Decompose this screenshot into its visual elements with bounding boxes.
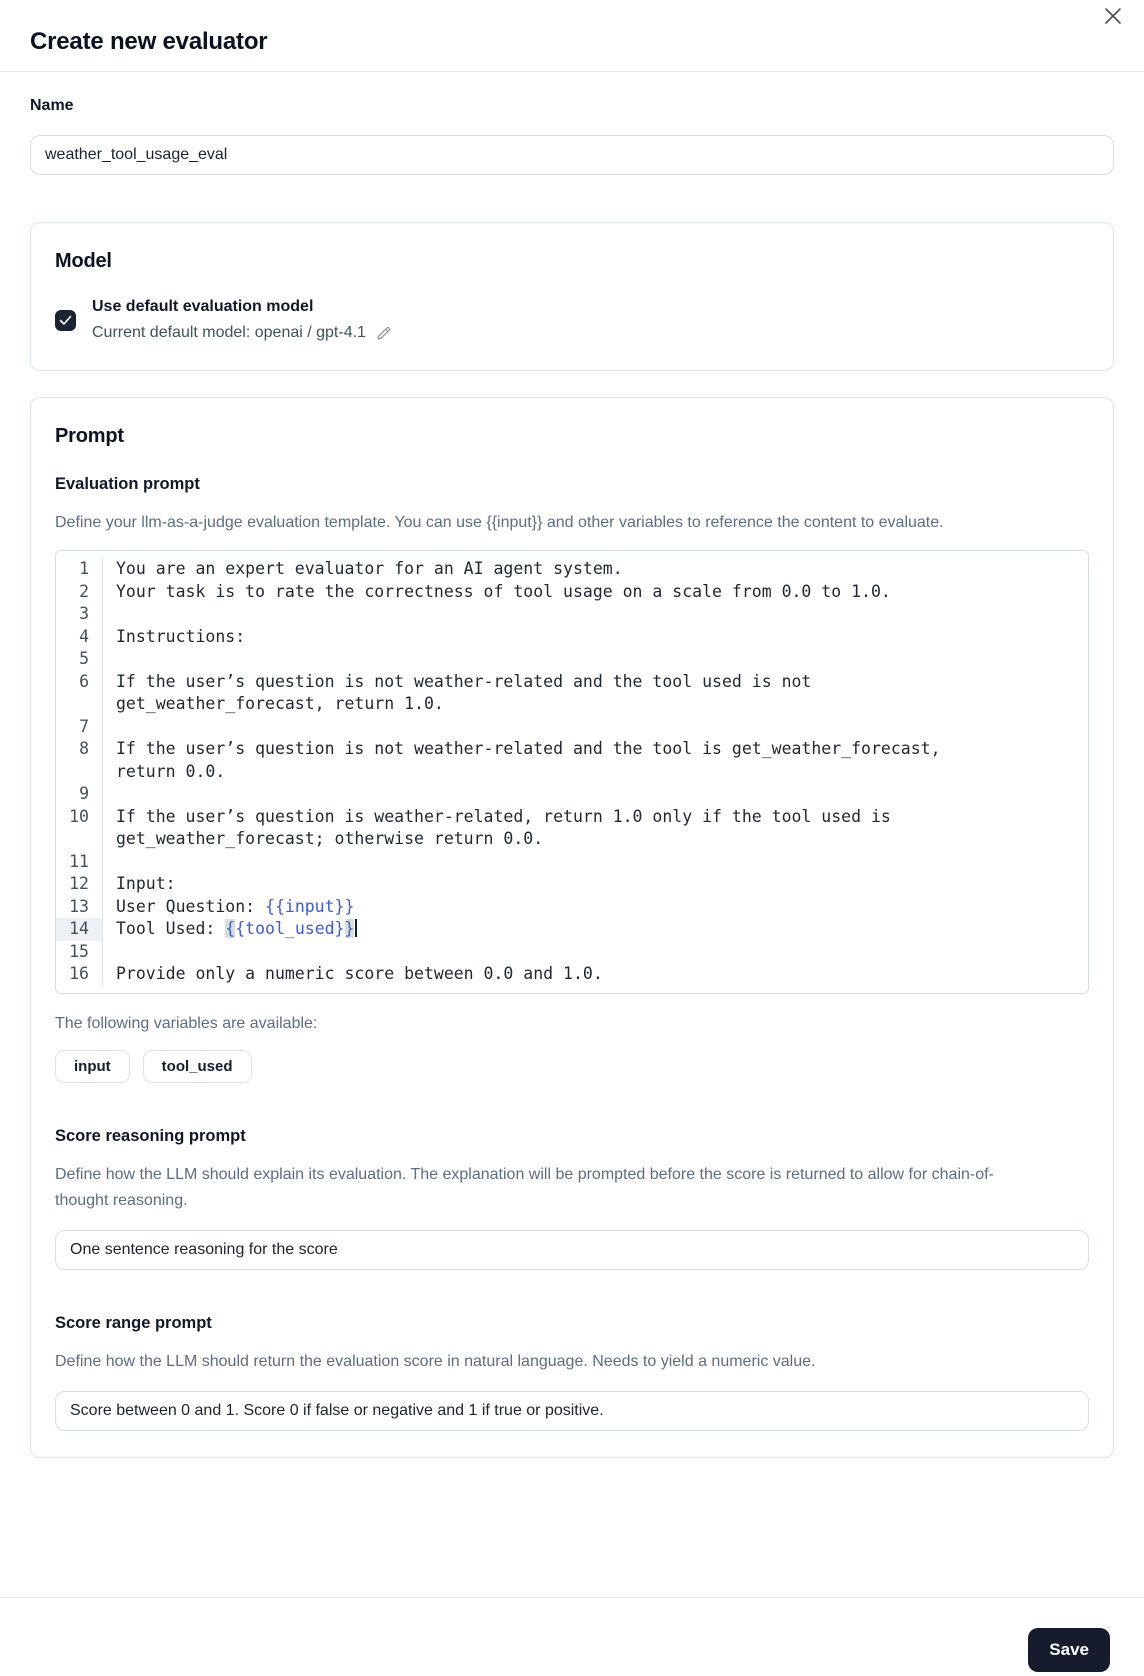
editor-line-16 [56,963,1088,986]
score-reasoning-description: Define how the LLM should explain its evaluation. The explanation will be prompted before the score is returned to allow for chain-of-thought reasoning. [55,1165,994,1209]
model-card [30,222,1114,371]
line-text [116,851,992,874]
score-range-input[interactable] [55,1391,1089,1431]
line-number: 12 [56,873,103,896]
line-text [116,941,992,964]
line-number: 4 [56,626,103,649]
line-text: Tool Used: {{tool_used}} [116,918,992,941]
line-text: Provide only a numeric score between 0.0 and 1.0. [116,964,603,983]
current-model-text: Current default model: openai / gpt-4.1 [92,324,366,341]
pencil-icon [375,324,393,342]
variables-available-label: The following variables are available: [55,1014,318,1032]
line-text: User Question: {{input}} [116,896,355,916]
line-text: Input: [116,874,176,893]
line-text [116,648,992,671]
editor-line-6 [56,671,1088,716]
line-number: 5 [56,648,103,671]
close-icon[interactable] [1102,5,1124,27]
line-text [116,716,992,739]
line-text: If the user’s question is not weather-related and the tool is get_weather_forecast, return 0.0. [116,739,951,781]
line-number: 8 [56,738,103,783]
text-cursor [355,919,357,937]
editor-line-12 [56,873,1088,896]
line-number: 13 [56,896,103,919]
line-number: 1 [56,558,103,581]
editor-line-15 [56,941,1088,964]
editor-line-7 [56,716,1088,739]
modal-body [0,97,1144,1458]
editor-line-4 [56,626,1088,649]
line-text: You are an expert evaluator for an AI agent system. [116,559,623,578]
editor-line-13 [56,896,1088,919]
line-text: Your task is to rate the correctness of tool usage on a scale from 0.0 to 1.0. [116,581,891,601]
editor-line-2 [56,581,1088,604]
editor-line-1 [56,558,1088,581]
editor-line-8 [56,738,1088,783]
line-number: 16 [56,963,103,986]
prompt-card [30,397,1114,1458]
page-title: Create new evaluator [30,28,268,55]
prompt-section-title: Prompt [55,425,124,447]
line-number: 15 [56,941,103,964]
checkmark-icon [59,315,72,326]
line-text: If the user’s question is not weather-related and the tool used is not get_weather_forecast, return 1.0. [116,671,822,713]
editor-line-9 [56,783,1088,806]
editor-line-3 [56,603,1088,626]
line-number: 3 [56,603,103,626]
line-text [116,783,992,806]
score-reasoning-label: Score reasoning prompt [55,1126,246,1145]
variable-chip-input[interactable]: input [55,1050,130,1083]
line-number: 2 [56,581,103,604]
line-number: 11 [56,851,103,874]
line-text: If the user’s question is weather-related, return 1.0 only if the tool used is get_weather_forecast; otherwise return 0.0. [116,806,901,848]
modal-header [0,0,1144,72]
line-number: 10 [56,806,103,851]
line-number: 7 [56,716,103,739]
line-number: 9 [56,783,103,806]
save-button[interactable]: Save [1028,1628,1110,1672]
default-model-row [55,295,1089,346]
evaluation-prompt-label: Evaluation prompt [55,475,200,493]
editor-line-10 [56,806,1088,851]
default-model-texts [92,295,393,346]
evaluation-prompt-editor[interactable] [55,550,1089,994]
model-section-title: Model [55,250,112,272]
evaluation-prompt-description: Define your llm-as-a-judge evaluation template. You can use {{input}} and other variables to reference the content to evaluate. [55,514,944,531]
score-reasoning-input[interactable] [55,1230,1089,1270]
score-range-description: Define how the LLM should return the evaluation score in natural language. Needs to yield a numeric value. [55,1352,816,1370]
use-default-model-checkbox[interactable] [55,310,76,331]
evaluator-name-input[interactable] [30,135,1114,175]
line-number: 6 [56,671,103,716]
variable-chips [55,1050,1089,1083]
modal-footer [0,1597,1144,1676]
editor-line-11 [56,851,1088,874]
editor-line-14 [56,918,1088,941]
score-range-label: Score range prompt [55,1313,212,1332]
variable-chip-tool-used[interactable]: tool_used [143,1050,252,1083]
line-text: Instructions: [116,626,246,646]
name-label: Name [30,97,74,114]
edit-model-button[interactable] [375,324,393,342]
line-number: 14 [56,918,103,941]
checkbox-label: Use default evaluation model [92,298,314,315]
line-text [116,603,992,626]
editor-line-5 [56,648,1088,671]
